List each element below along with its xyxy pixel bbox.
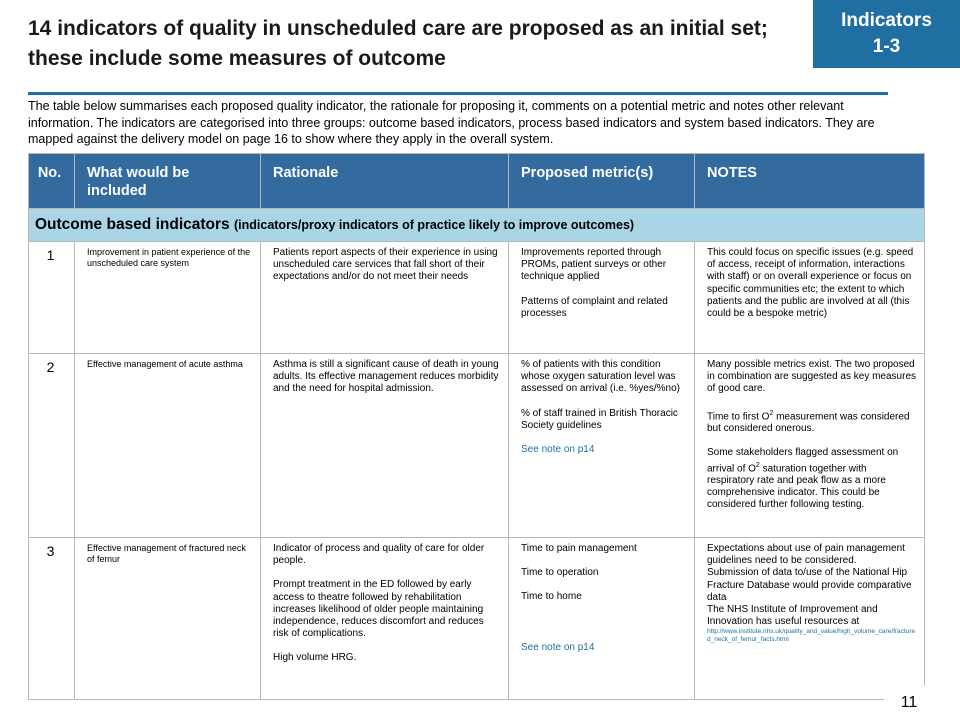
notes-text: This could focus on specific issues (e.g. speed of access, receipt of information, interactions with staff) or on overall experience or focus on specific communities etc; the extent to which patients and the public are involved at all (this could be a bespoke metric) <box>707 247 914 320</box>
metric-text: Patterns of complaint and related processes <box>521 295 668 319</box>
section-row-outcome <box>29 209 925 242</box>
see-note-link[interactable]: See note on p14 <box>521 641 595 653</box>
rationale-text: Prompt treatment in the ED followed by early access to theatre followed by rehabilitation increases likelihood of older people maintaining independence, reduces discomfort and reduces risk of complications. <box>273 579 484 640</box>
row-metric <box>509 354 695 538</box>
row-number: 2 <box>29 354 75 538</box>
notes-text: Some stakeholders flagged assessment on arrival of $O^2$ saturation together with respiratory rate and peak flow as a more comprehensive indicator. This could be considered further following testing. <box>707 447 899 511</box>
resource-link[interactable]: http://www.institute.nhs.uk/quality_and_value/high_volume_care/fractured_neck_of_femur_facts.html <box>707 628 916 644</box>
page-number: 11 <box>884 686 934 720</box>
section-subtitle: (indicators/proxy indicators of practice likely to improve outcomes) <box>233 218 635 232</box>
badge-line-1: Indicators <box>841 10 932 31</box>
header-no: No. <box>29 154 75 209</box>
header-what: What would be included <box>75 154 261 209</box>
see-note-link[interactable]: See note on p14 <box>521 444 595 456</box>
header-rationale: Rationale <box>261 154 509 209</box>
header-notes: NOTES <box>695 154 925 209</box>
section-heading <box>29 209 925 242</box>
metric-text: Improvements reported through PROMs, patient surveys or other technique applied <box>521 247 667 283</box>
row-what: Improvement in patient experience of the unscheduled care system <box>75 242 261 354</box>
section-title: Outcome based indicators <box>35 216 230 233</box>
metric-text: Time to pain management <box>521 543 637 554</box>
intro-paragraph: The table below summarises each proposed quality indicator, the rationale for proposing it, comments on a potential metric and notes other relevant information. The indicators are categorised into three groups: outcome based indicators, process based indicators and system based indicators. They are mapped against the delivery model on page 16 to show where they apply in the overall system. <box>28 99 875 147</box>
rationale-text: Indicator of process and quality of care for older people. <box>273 543 485 567</box>
row-what: Effective management of fractured neck of femur <box>75 538 261 700</box>
row-number: 3 <box>29 538 75 700</box>
row-metric <box>509 242 695 354</box>
indicators-badge <box>813 0 960 68</box>
table-row <box>29 354 925 538</box>
table-row <box>29 538 925 700</box>
badge-line-2: 1-3 <box>872 36 901 57</box>
rationale-text: Patients report aspects of their experience in using unscheduled care services that fall short of their expectations and/or do not meet their needs <box>273 247 498 283</box>
row-what: Effective management of acute asthma <box>75 354 261 538</box>
table-header-row <box>29 154 925 209</box>
table-row <box>29 242 925 354</box>
metric-text: Time to home <box>521 591 582 603</box>
header-metric: Proposed metric(s) <box>509 154 695 209</box>
metric-text: Time to operation <box>521 567 599 579</box>
notes-text: Many possible metrics exist. The two proposed in combination are suggested as key measures of good care. <box>707 359 917 395</box>
row-rationale <box>261 354 509 538</box>
notes-text: Expectations about use of pain management guidelines need to be considered. <box>707 543 905 567</box>
row-notes <box>695 242 925 354</box>
metric-text: % of staff trained in British Thoracic Society guidelines <box>521 407 678 431</box>
row-rationale <box>261 538 509 700</box>
metric-text: % of patients with this condition whose oxygen saturation level was assessed on arrival (i.e. %yes/%no) <box>521 359 680 395</box>
row-rationale <box>261 242 509 354</box>
notes-text: Time to first $O^2$ measurement was considered but considered onerous. <box>707 409 910 435</box>
row-number: 1 <box>29 242 75 354</box>
rationale-text: Asthma is still a significant cause of death in young adults. Its effective management reduces morbidity and the need for hospital admission. <box>273 359 499 395</box>
row-metric <box>509 538 695 700</box>
notes-text: Submission of data to/use of the National Hip Fracture Database would provide comparative data <box>707 567 912 603</box>
row-notes <box>695 538 925 700</box>
notes-text: The NHS Institute of Improvement and Innovation has useful resources at <box>707 604 878 628</box>
title-divider <box>28 92 888 95</box>
indicators-table <box>28 153 925 700</box>
page-title: 14 indicators of quality in unscheduled care are proposed as an initial set; these include some measures of outcome <box>28 17 768 70</box>
rationale-text: High volume HRG. <box>273 652 357 664</box>
row-notes <box>695 354 925 538</box>
